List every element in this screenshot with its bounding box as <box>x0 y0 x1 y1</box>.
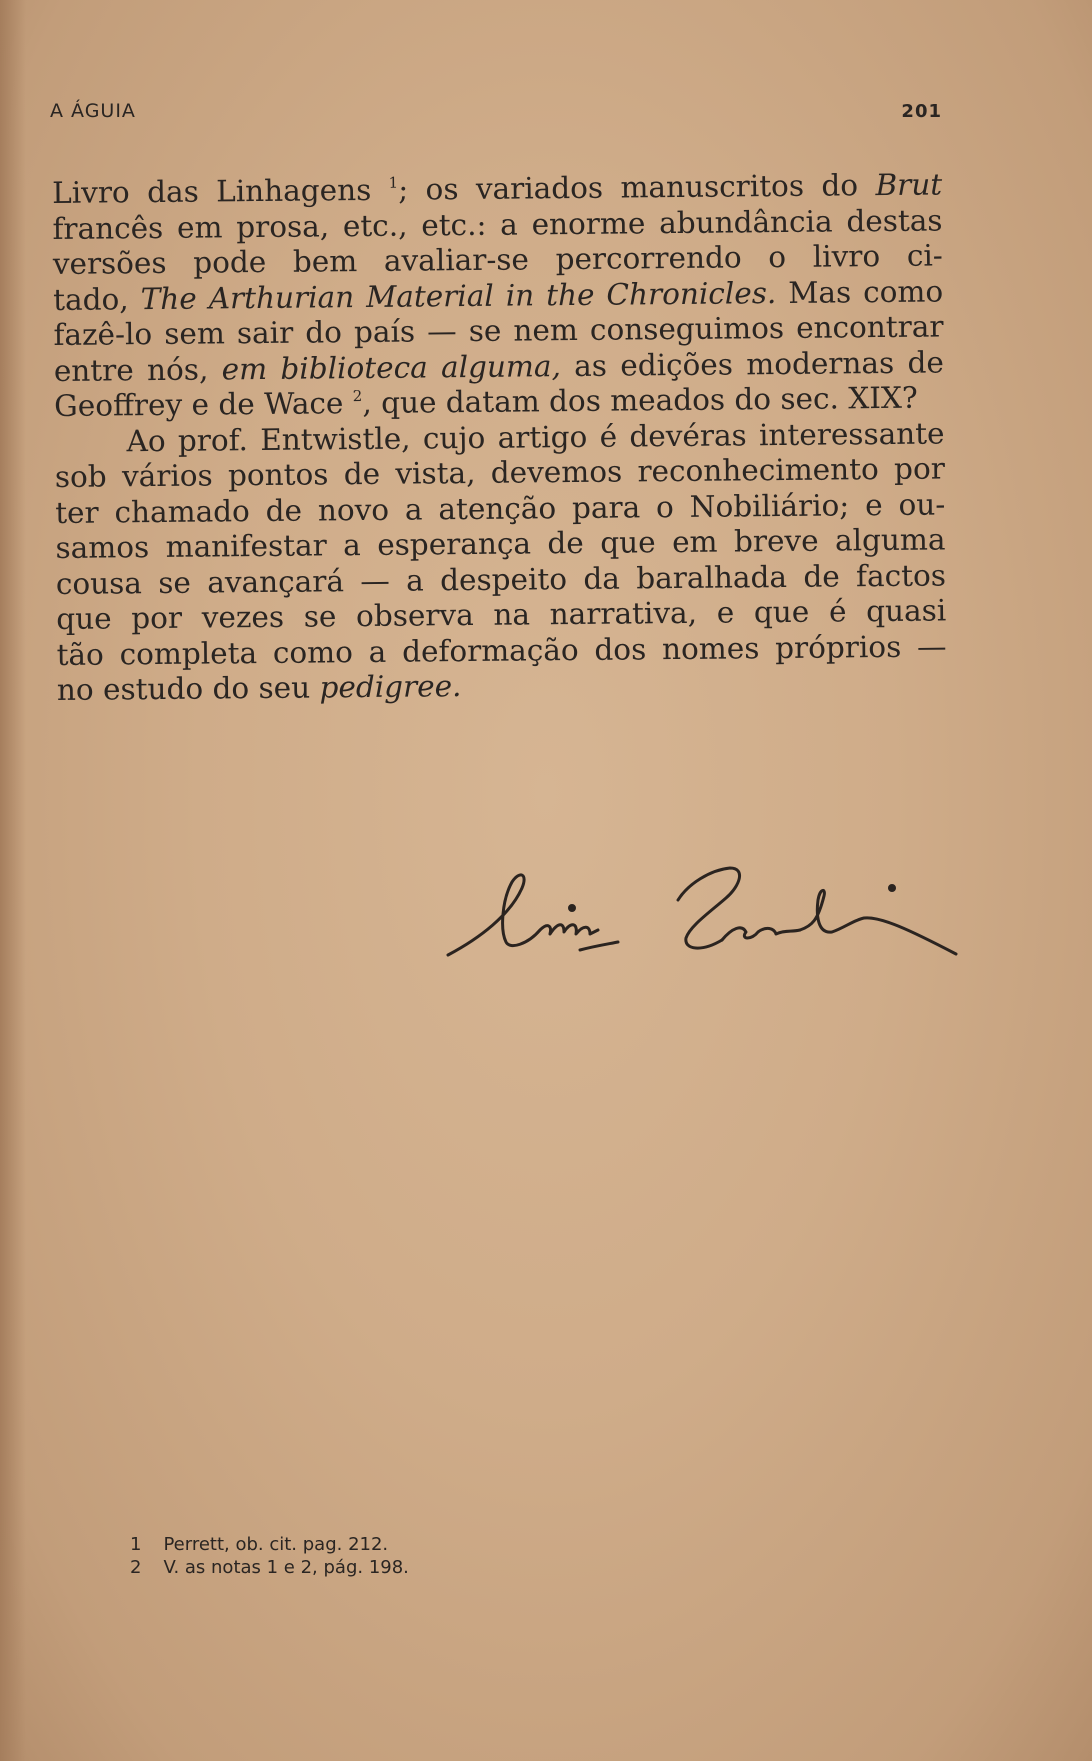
running-header <box>50 100 942 122</box>
text-run: que por vezes se observa na narrativa, e que é quasi <box>56 593 947 636</box>
footnote-number: 2 <box>130 1557 142 1578</box>
page-number: 201 <box>901 101 942 122</box>
italic-text: em biblioteca alguma, <box>221 348 562 386</box>
italic-text: The Arthurian Material in the Chronicles. <box>140 275 777 316</box>
text-run: Livro das Linhagens <box>52 172 389 210</box>
text-run: cousa se avançará — a despeito da baralhada de factos <box>55 557 947 601</box>
footnote-number: 1 <box>130 1534 142 1555</box>
footnote <box>130 1533 630 1556</box>
text-run: as edições modernas de <box>560 344 944 383</box>
text-run: Mas como <box>776 273 944 310</box>
text-run: ter chamado de novo a atenção para o Nobiliário; e ou- <box>55 486 946 530</box>
footnote-text: Perrett, ob. cit. pag. 212. <box>163 1534 389 1555</box>
running-title: A ÁGUIA <box>50 100 136 122</box>
footnote-reference: 1 <box>388 173 399 192</box>
italic-text: Brut <box>875 167 943 203</box>
text-run: francês em prosa, etc., etc.: a enorme abundância destas <box>52 202 943 246</box>
text-run: Geoffrey e de Wace <box>54 386 353 423</box>
text-run: tão completa como a deformação dos nomes próprios — <box>56 628 947 672</box>
footnote <box>130 1556 630 1579</box>
handwritten-signature <box>440 860 960 970</box>
footnote-text: V. as notas 1 e 2, pág. 198. <box>163 1557 409 1578</box>
footnote-reference: 2 <box>352 387 363 406</box>
text-run: samos manifestar a esperança de que em breve alguma <box>55 522 946 565</box>
text-run: , que datam dos meados do sec. XIX? <box>362 380 918 421</box>
italic-text: pedigree. <box>319 669 462 705</box>
footnotes <box>130 1533 630 1579</box>
text-run: tado, <box>53 281 141 317</box>
text-run: ; os variados manuscritos do <box>398 168 876 207</box>
text-run: fazê-lo sem sair do país — se nem conseguimos encontrar <box>53 309 944 352</box>
text-run: versões pode bem avaliar-se percorrendo o livro ci- <box>52 238 943 281</box>
text-run: no estudo do seu <box>56 670 320 707</box>
text-line <box>57 664 947 708</box>
body-text <box>52 167 947 708</box>
text-run: sob vários pontos de vista, devemos reconhecimento por <box>54 451 946 494</box>
text-run: Ao prof. Entwistle, cujo artigo é devéras interessante <box>126 415 945 458</box>
text-run: entre nós, <box>53 351 222 388</box>
